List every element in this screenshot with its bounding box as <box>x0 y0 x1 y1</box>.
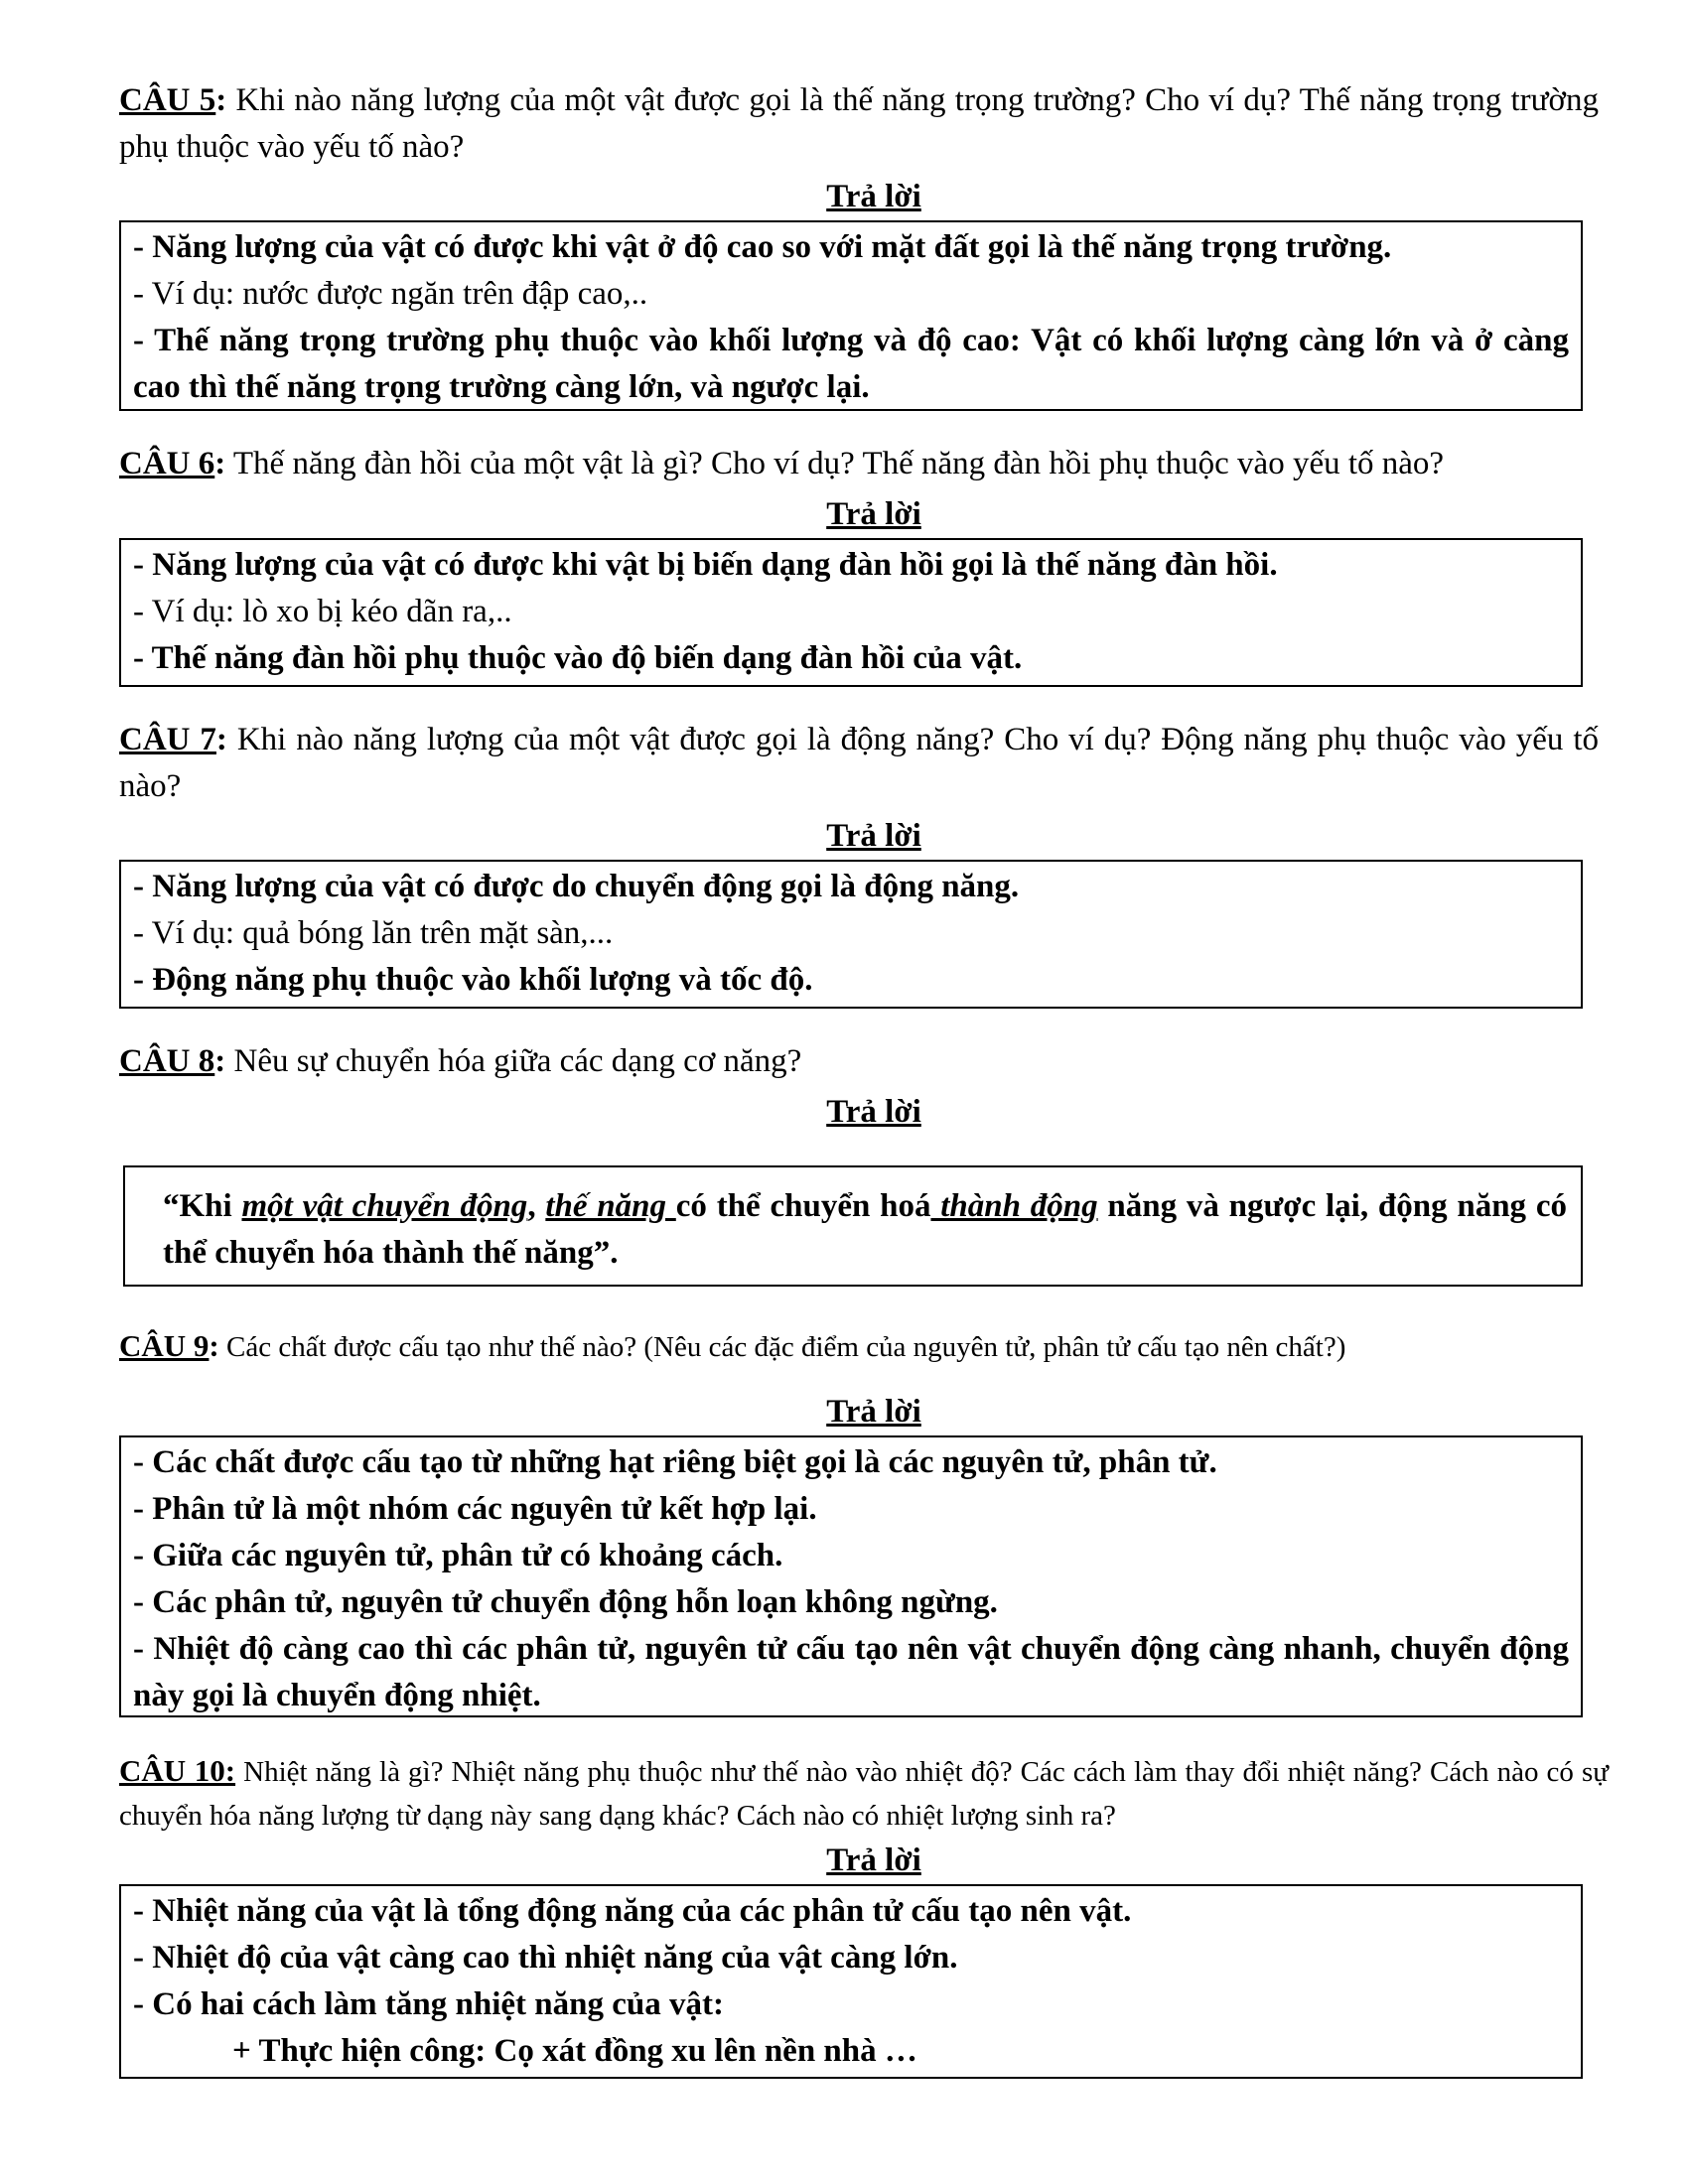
answer-box-10 <box>119 1884 1583 2079</box>
question-5: CÂU 5: Khi nào năng lượng của một vật được gọi là thế năng trọng trường? Cho ví dụ? Thế năng trọng trường phụ thuộc vào yếu tố nào? <box>119 82 1600 165</box>
answer-line: - Nhiệt năng của vật là tổng động năng của các phân tử cấu tạo nên vật. <box>133 1893 1132 1929</box>
question-7-text: Khi nào năng lượng của một vật được gọi là động năng? Cho ví dụ? Động năng phụ thuộc vào yếu tố nào? <box>119 722 1599 804</box>
quote-text: “Khi một vật chuyển động, thế năng có thể chuyển hoá thành động năng và ngược lại, động năng có thể chuyển hóa thành thế năng”. <box>163 1188 1567 1271</box>
answer-heading-5: Trả lời <box>826 179 921 214</box>
answer-line: - Ví dụ: lò xo bị kéo dãn ra,.. <box>133 594 512 629</box>
answer-line: - Nhiệt độ càng cao thì các phân tử, nguyên tử cấu tạo nên vật chuyển động càng nhanh, chuyển động này gọi là chuyển động nhiệt. <box>133 1631 1569 1713</box>
answer-line: - Các chất được cấu tạo từ những hạt riêng biệt gọi là các nguyên tử, phân tử. <box>133 1444 1217 1480</box>
answer-line: - Có hai cách làm tăng nhiệt năng của vật: <box>133 1986 724 2022</box>
answer-heading-9: Trả lời <box>826 1394 921 1430</box>
answer-line: - Các phân tử, nguyên tử chuyển động hỗn loạn không ngừng. <box>133 1584 998 1620</box>
question-7-label: CÂU 7 <box>119 722 216 757</box>
answer-line: - Thế năng trọng trường phụ thuộc vào khối lượng và độ cao: Vật có khối lượng càng lớn và ở càng cao thì thế năng trọng trường càng lớn, và ngược lại. <box>133 323 1569 405</box>
answer-box-7 <box>119 860 1583 1009</box>
answer-line: - Ví dụ: nước được ngăn trên đập cao,.. <box>133 276 648 312</box>
question-10 <box>119 1749 1609 1838</box>
question-10-label: CÂU 10: <box>119 1753 236 1788</box>
question-6: CÂU 6: Thế năng đàn hồi của một vật là gì? Cho ví dụ? Thế năng đàn hồi phụ thuộc vào yếu tố nào? <box>119 446 1445 481</box>
question-6-text: Thế năng đàn hồi của một vật là gì? Cho ví dụ? Thế năng đàn hồi phụ thuộc vào yếu tố nào? <box>225 446 1445 481</box>
question-5-label: CÂU 5 <box>119 82 216 118</box>
answer-line: - Năng lượng của vật có được khi vật bị biến dạng đàn hồi gọi là thế năng đàn hồi. <box>133 547 1278 583</box>
answer-box-6 <box>119 538 1583 687</box>
question-8-label: CÂU 8 <box>119 1043 215 1079</box>
question-6-label: CÂU 6 <box>119 446 215 481</box>
answer-line: - Năng lượng của vật có được khi vật ở độ cao so với mặt đất gọi là thế năng trọng trường. <box>133 229 1392 265</box>
question-8-text: Nêu sự chuyển hóa giữa các dạng cơ năng? <box>225 1043 802 1079</box>
answer-line: - Phân tử là một nhóm các nguyên tử kết hợp lại. <box>133 1491 817 1527</box>
question-10-text: Nhiệt năng là gì? Nhiệt năng phụ thuộc như thế nào vào nhiệt độ? Các cách làm thay đổi nhiệt năng? Cách nào có sự chuyển hóa năng lượng từ dạng này sang dạng khác? Cách nào có nhiệt lượng sinh ra? <box>119 1756 1609 1832</box>
question-7: CÂU 7: Khi nào năng lượng của một vật được gọi là động năng? Cho ví dụ? Động năng phụ thuộc vào yếu tố nào? <box>119 722 1599 804</box>
answer-box-5 <box>119 220 1583 411</box>
answer-heading-6: Trả lời <box>826 496 921 532</box>
question-9-text: Các chất được cấu tạo như thế nào? (Nêu các đặc điểm của nguyên tử, phân tử cấu tạo nên chất?) <box>218 1331 1346 1363</box>
answer-line: - Thế năng đàn hồi phụ thuộc vào độ biến dạng đàn hồi của vật. <box>133 640 1023 676</box>
answer-line: + Thực hiện công: Cọ xát đồng xu lên nền nhà … <box>232 2033 917 2069</box>
question-9: CÂU 9: Các chất được cấu tạo như thế nào? (Nêu các đặc điểm của nguyên tử, phân tử cấu tạo nên chất?) <box>119 1328 1346 1363</box>
answer-heading-8: Trả lời <box>826 1094 921 1130</box>
answer-box-8 <box>123 1165 1583 1287</box>
question-8: CÂU 8: Nêu sự chuyển hóa giữa các dạng cơ năng? <box>119 1043 802 1079</box>
answer-heading-7: Trả lời <box>826 818 921 854</box>
question-9-label: CÂU 9 <box>119 1328 210 1363</box>
answer-line: - Nhiệt độ của vật càng cao thì nhiệt năng của vật càng lớn. <box>133 1940 958 1976</box>
answer-line: - Giữa các nguyên tử, phân tử có khoảng cách. <box>133 1538 783 1573</box>
question-5-text: Khi nào năng lượng của một vật được gọi là thế năng trọng trường? Cho ví dụ? Thế năng trọng trường phụ thuộc vào yếu tố nào? <box>119 82 1600 165</box>
answer-line: - Động năng phụ thuộc vào khối lượng và tốc độ. <box>133 962 813 998</box>
answer-heading-10: Trả lời <box>826 1843 921 1878</box>
answer-line: - Năng lượng của vật có được do chuyển động gọi là động năng. <box>133 869 1020 904</box>
answer-line: - Ví dụ: quả bóng lăn trên mặt sàn,... <box>133 915 614 951</box>
answer-box-9 <box>119 1435 1583 1717</box>
